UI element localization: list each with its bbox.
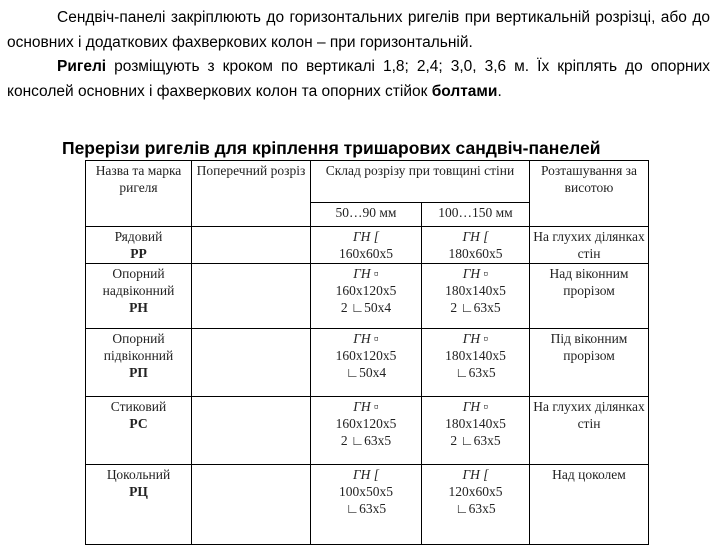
cell-thick bbox=[422, 227, 530, 264]
paragraph-end: . bbox=[497, 82, 502, 100]
cell-section bbox=[192, 329, 311, 397]
cell-section bbox=[192, 227, 311, 264]
cell-name bbox=[86, 264, 192, 329]
cell-name bbox=[86, 329, 192, 397]
profile-type: ГН [ bbox=[462, 467, 489, 482]
cell-thick bbox=[422, 465, 530, 545]
profile-type: ГН [ bbox=[462, 229, 489, 244]
location-text: Над цоколем bbox=[552, 467, 626, 482]
cell-thin bbox=[311, 397, 422, 465]
header-thick: 100…150 мм bbox=[422, 203, 530, 227]
header-thin: 50…90 мм bbox=[311, 203, 422, 227]
profile-size: 160х120х5 bbox=[335, 416, 397, 431]
beam-mark: РС bbox=[129, 416, 148, 431]
cell-section bbox=[192, 264, 311, 329]
bold-term: болтами bbox=[431, 82, 498, 100]
profile-type: ГН ▫ bbox=[462, 266, 489, 281]
table-title: Перерізи ригелів для кріплення тришарових сандвіч-панелей bbox=[62, 138, 601, 158]
profile-size: 180х60х5 bbox=[448, 246, 503, 261]
location-text: Над віконним прорізом bbox=[549, 266, 629, 298]
profile-type: ГН ▫ bbox=[353, 331, 379, 346]
cell-section bbox=[192, 465, 311, 545]
cell-name bbox=[86, 227, 192, 264]
beam-name: Рядовий bbox=[114, 229, 163, 244]
profile-size: 120х60х5 bbox=[448, 484, 503, 499]
table-row bbox=[86, 397, 649, 465]
profile-size: 100х50х5 bbox=[339, 484, 393, 499]
cell-name bbox=[86, 465, 192, 545]
cell-location bbox=[530, 329, 649, 397]
profile-type: ГН ▫ bbox=[462, 399, 489, 414]
cell-section bbox=[192, 397, 311, 465]
cell-thin bbox=[311, 264, 422, 329]
cell-location bbox=[530, 264, 649, 329]
paragraph-1: Сендвіч-панелі закріплюють до горизонтальних ригелів при вертикальній розрізці, або до основних і додаткових фахверкових колон – при горизонтальній. bbox=[7, 9, 710, 51]
beam-mark: РН bbox=[129, 300, 148, 315]
cell-name bbox=[86, 397, 192, 465]
cell-location bbox=[530, 465, 649, 545]
location-text: На глухих ділянках стін bbox=[533, 229, 645, 261]
profile-size: 160х60х5 bbox=[339, 246, 393, 261]
profile-size: 180х140х5 bbox=[445, 416, 506, 431]
profile-size: ∟63х5 bbox=[455, 365, 496, 380]
profile-size: ∟50х4 bbox=[345, 365, 387, 380]
beam-name: Опорний підвіконний bbox=[103, 331, 174, 363]
header-name: Назва та марка ригеля bbox=[86, 161, 192, 227]
paragraph-2 bbox=[7, 55, 710, 104]
cell-thin bbox=[311, 329, 422, 397]
cell-location bbox=[530, 397, 649, 465]
cell-thin bbox=[311, 227, 422, 264]
profile-size: ∟63х5 bbox=[345, 501, 387, 516]
header-composition: Склад розрізу при товщині стіни bbox=[311, 161, 530, 203]
bold-term: Ригелі bbox=[57, 58, 107, 75]
profile-size: 2 ∟63х5 bbox=[450, 433, 501, 448]
beam-name: Стиковий bbox=[110, 399, 167, 414]
profile-type: ГН ▫ bbox=[462, 331, 489, 346]
beam-name: Опорний надвіконний bbox=[102, 266, 175, 298]
beam-name: Цокольний bbox=[106, 467, 171, 482]
cell-location bbox=[530, 227, 649, 264]
beam-mark: РП bbox=[129, 365, 148, 380]
profile-size: 2 ∟63х5 bbox=[340, 433, 392, 448]
cell-thick bbox=[422, 264, 530, 329]
profile-size: 160х120х5 bbox=[335, 283, 397, 298]
table-row bbox=[86, 227, 649, 264]
profile-size: 2 ∟63х5 bbox=[450, 300, 501, 315]
beam-mark: РР bbox=[130, 246, 147, 261]
profile-type: ГН ▫ bbox=[353, 266, 379, 281]
header-location: Розташування за висотою bbox=[530, 161, 649, 227]
cell-thick bbox=[422, 329, 530, 397]
profile-size: ∟63х5 bbox=[455, 501, 496, 516]
paragraph-text: розміщують з кроком по вертикалі 1,8; 2,4; 3,0, 3,6 м. Їх кріплять до опорних консолей основних і фахверкових колон та опорних стійок bbox=[7, 58, 710, 100]
profile-type: ГН [ bbox=[352, 229, 380, 244]
beams-table bbox=[85, 160, 649, 545]
profile-type: ГН ▫ bbox=[353, 399, 379, 414]
table-row bbox=[86, 264, 649, 329]
location-text: На глухих ділянках стін bbox=[533, 399, 645, 431]
profile-type: ГН [ bbox=[352, 467, 380, 482]
profile-size: 180х140х5 bbox=[445, 348, 506, 363]
table-row bbox=[86, 329, 649, 397]
header-section: Поперечний розріз bbox=[192, 161, 311, 227]
profile-size: 160х120х5 bbox=[335, 348, 397, 363]
beam-mark: РЦ bbox=[129, 484, 148, 499]
profile-size: 180х140х5 bbox=[445, 283, 506, 298]
intro-paragraph bbox=[7, 6, 710, 104]
cell-thick bbox=[422, 397, 530, 465]
cell-thin bbox=[311, 465, 422, 545]
location-text: Під віконним прорізом bbox=[550, 331, 628, 363]
profile-size: 2 ∟50х4 bbox=[340, 300, 392, 315]
table-row bbox=[86, 465, 649, 545]
